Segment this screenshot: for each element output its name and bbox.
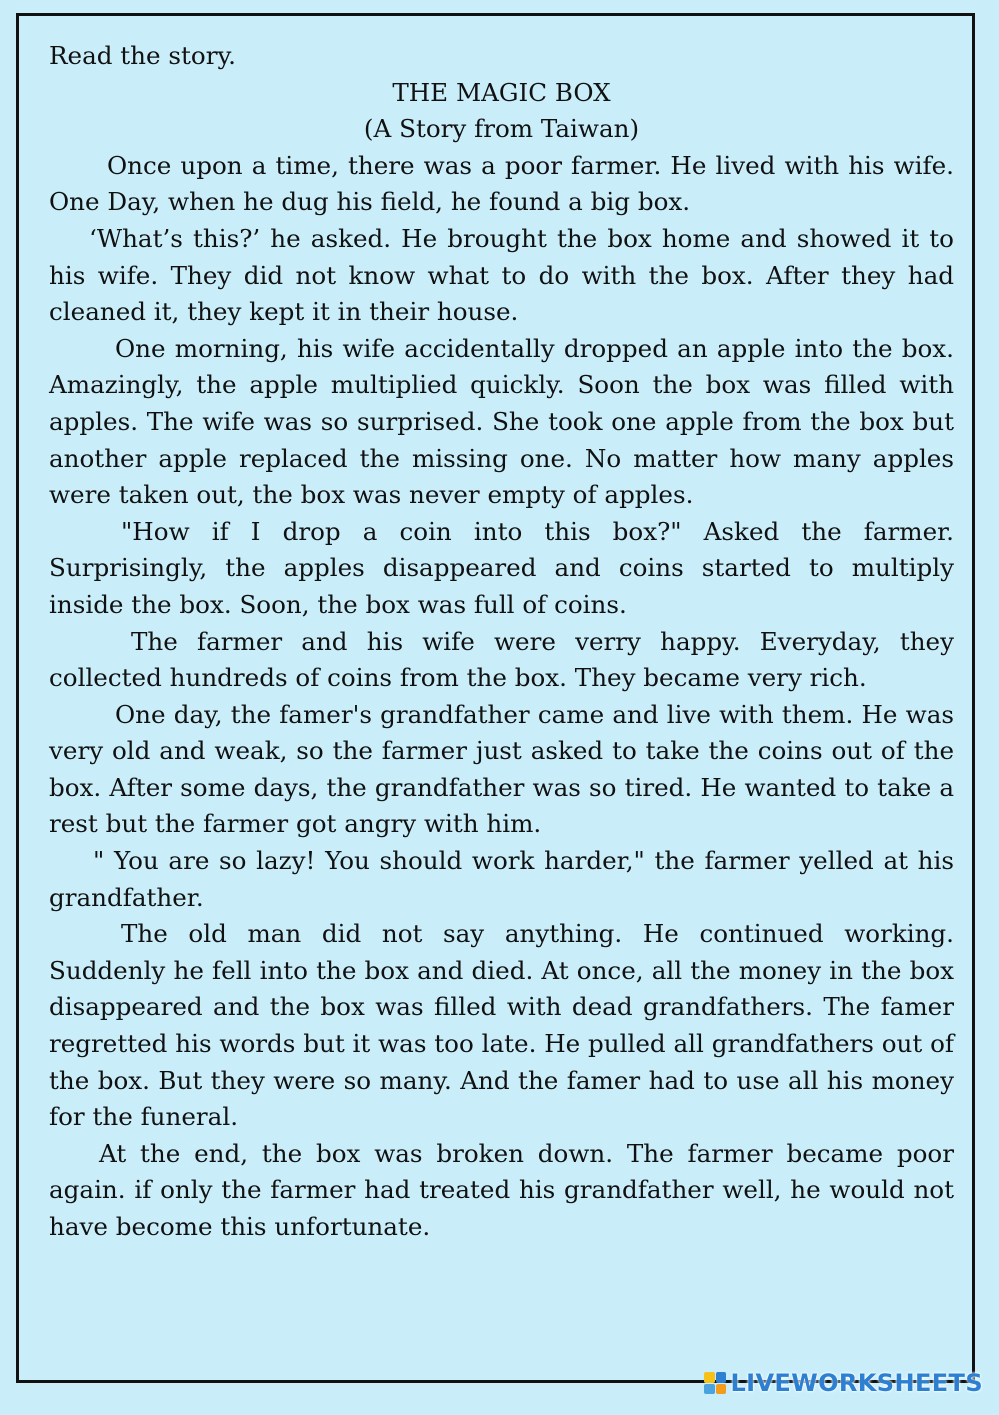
story-paragraph: One morning, his wife accidentally dropped an apple into the box. Amazingly, the apple multiplied quickly. Soon the box was filled with apples. The wife was so surprised. She took one apple from the box but another apple replaced the missing one. No matter how many apples were taken out, the box was never empty of apples.	[49, 333, 954, 510]
worksheet-content	[49, 38, 954, 1246]
story-paragraph: The old man did not say anything. He continued working. Suddenly he fell into the box and died. At once, all the money in the box disappeared and the box was filled with dead grandfathers. The famer regretted his words but it was too late. He pulled all grandfathers out of the box. But they were so many. And the famer had to use all his money for the funeral.	[49, 919, 954, 1132]
story-paragraph: Once upon a time, there was a poor farmer. He lived with his wife. One Day, when he dug his field, he found a big box.	[49, 150, 954, 217]
story-paragraph: At the end, the box was broken down. The farmer became poor again. if only the farmer had treated his grandfather well, he would not have become this unfortunate.	[49, 1138, 954, 1241]
worksheet-frame	[16, 13, 975, 1383]
liveworksheets-mark-icon	[704, 1372, 726, 1394]
story-subtitle: (A Story from Taiwan)	[363, 114, 640, 144]
story-paragraph: The farmer and his wife were verry happy. Everyday, they collected hundreds of coins from the box. They became very rich.	[49, 626, 954, 693]
liveworksheets-logo-text: LIVEWORKSHEETS	[730, 1369, 983, 1397]
liveworksheets-logo	[704, 1369, 983, 1397]
story-paragraph: " You are so lazy! You should work harder," the farmer yelled at his grandfather.	[49, 846, 954, 912]
story-paragraph: "How if I drop a coin into this box?" Asked the farmer. Surprisingly, the apples disappeared and coins started to multiply inside the box. Soon, the box was full of coins.	[49, 516, 954, 619]
story-paragraph: One day, the famer's grandfather came and live with them. He was very old and weak, so the farmer just asked to take the coins out of the box. After some days, the grandfather was so tired. He wanted to take a rest but the farmer got angry with him.	[49, 699, 954, 839]
story-title: THE MAGIC BOX	[392, 77, 611, 107]
story-paragraph: ‘What’s this?’ he asked. He brought the box home and showed it to his wife. They did not know what to do with the box. After they had cleaned it, they kept it in their house.	[49, 223, 954, 327]
instruction-text: Read the story.	[49, 41, 236, 70]
